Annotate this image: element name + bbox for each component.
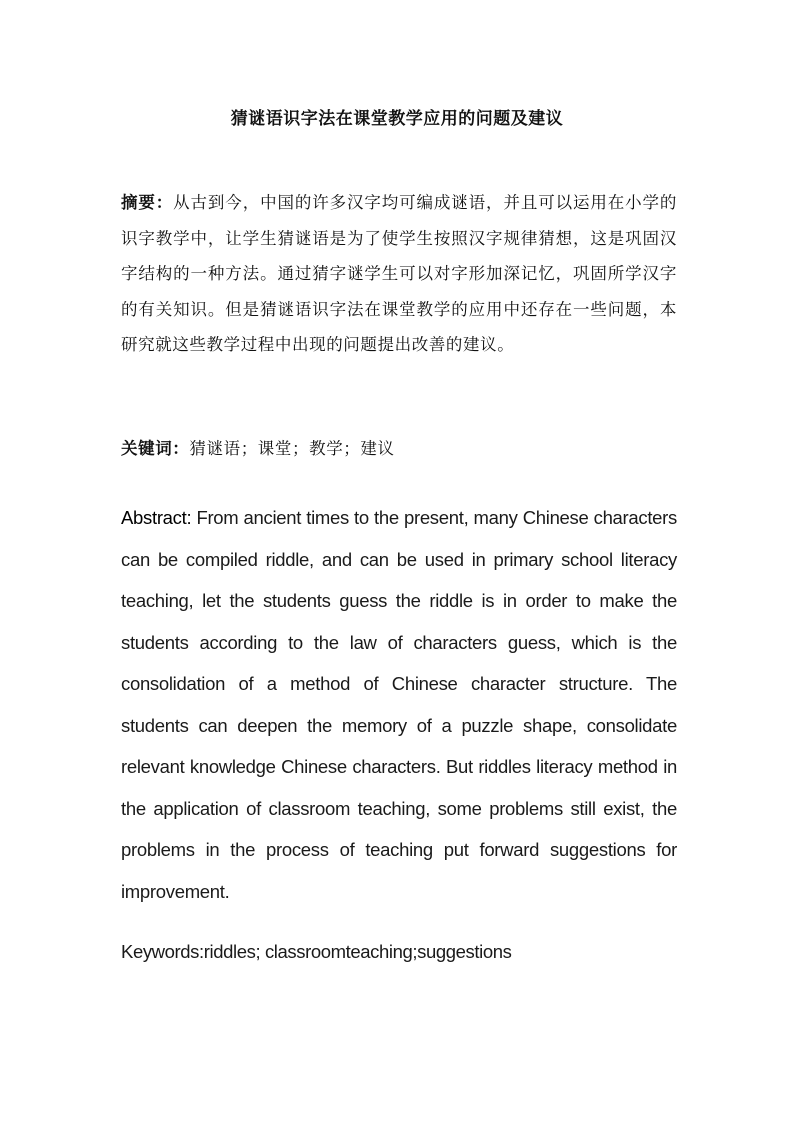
chinese-abstract-text: 从古到今，中国的许多汉字均可编成谜语，并且可以运用在小学的识字教学中，让学生猜谜语是为了使学生按照汉字规律猜想，这是巩固汉字结构的一种方法。通过猜字谜学生可以对字形加深记忆，巩固所学汉字的有关知识。但是猜谜语识字法在课堂教学的应用中还存在一些问题，本研究就这些教学过程中出现的问题提出改善的建议。 [121,194,677,354]
chinese-keywords-text: 猜谜语；课堂；教学；建议 [189,440,395,458]
chinese-abstract-label: 摘要： [121,194,174,212]
english-abstract [121,497,677,912]
document-title: 猜谜语识字法在课堂教学应用的问题及建议 [230,109,564,128]
chinese-abstract [121,186,677,364]
english-abstract-label: Abstract: [121,507,192,528]
english-keywords: Keywords:riddles; classroomteaching;suggestions [121,941,512,962]
chinese-keywords-label: 关键词： [121,440,190,458]
chinese-keywords [121,433,677,465]
english-abstract-text: From ancient times to the present, many Chinese characters can be compiled riddle, and can be used in primary school literacy teaching, let the students guess the riddle is in order to make the students according to the law of characters guess, which is the consolidation of a method of Chinese character structure. The students can deepen the memory of a puzzle shape, consolidate relevant knowledge Chinese characters. But riddles literacy method in the application of classroom teaching, some problems still exist, the problems in the process of teaching put forward suggestions for improvement. [121,507,677,902]
